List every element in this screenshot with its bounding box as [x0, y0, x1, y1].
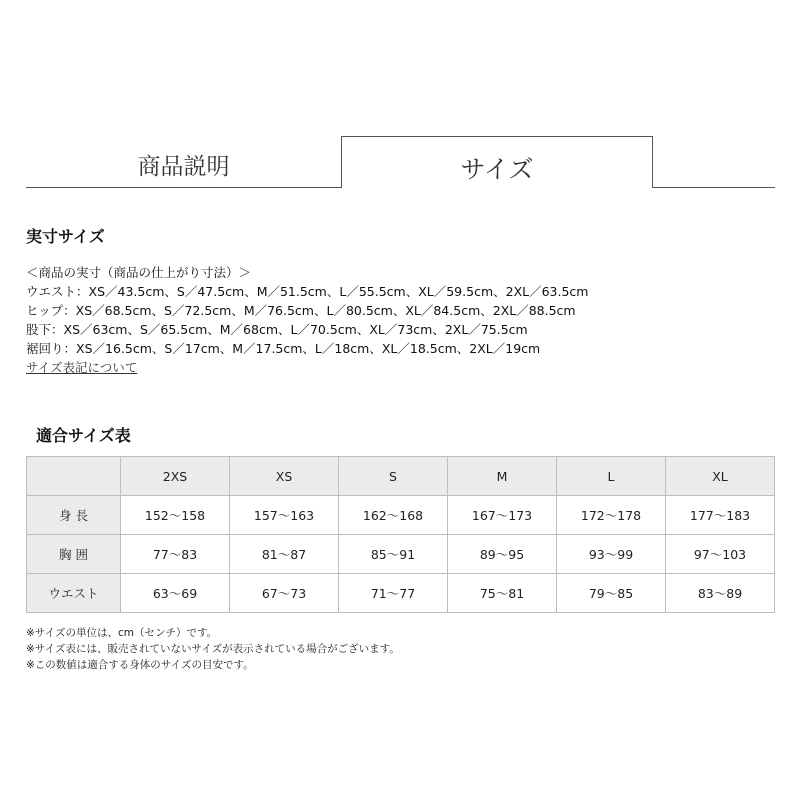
- table-row: [27, 535, 775, 574]
- table-cell: 89～95: [448, 535, 557, 574]
- actual-size-heading: 実寸サイズ: [26, 227, 105, 246]
- tab-product-description[interactable]: 商品説明: [137, 153, 230, 180]
- size-notes: [26, 625, 400, 673]
- column-header: XS: [230, 457, 339, 496]
- column-header: L: [557, 457, 666, 496]
- table-cell: 63～69: [121, 574, 230, 613]
- actual-size-hip: ヒップ：XS／68.5cm、S／72.5cm、M／76.5cm、L／80.5cm、XL／84.5cm、2XL／88.5cm: [26, 303, 576, 318]
- table-cell: 97～103: [666, 535, 775, 574]
- table-row: [27, 574, 775, 613]
- table-header-row: [27, 457, 775, 496]
- table-corner-cell: [27, 457, 121, 496]
- table-cell: 83～89: [666, 574, 775, 613]
- actual-size-inseam: 股下：XS／63cm、S／65.5cm、M／68cm、L／70.5cm、XL／73cm、2XL／75.5cm: [26, 322, 528, 337]
- table-cell: 71～77: [339, 574, 448, 613]
- column-header: XL: [666, 457, 775, 496]
- table-cell: 77～83: [121, 535, 230, 574]
- table-cell: 152～158: [121, 496, 230, 535]
- table-cell: 162～168: [339, 496, 448, 535]
- table-cell: 81～87: [230, 535, 339, 574]
- column-header: M: [448, 457, 557, 496]
- actual-size-intro: ＜商品の実寸（商品の仕上がり寸法）＞: [26, 265, 252, 280]
- row-label-waist: ウエスト: [27, 574, 121, 613]
- table-cell: 172～178: [557, 496, 666, 535]
- actual-size-block: [26, 263, 588, 377]
- table-cell: 93～99: [557, 535, 666, 574]
- table-cell: 75～81: [448, 574, 557, 613]
- row-label-height: 身 長: [27, 496, 121, 535]
- size-notation-link[interactable]: サイズ表記について: [26, 360, 138, 375]
- table-cell: 177～183: [666, 496, 775, 535]
- table-cell: 167～173: [448, 496, 557, 535]
- note-availability: ※サイズ表には、販売されていないサイズが表示されている場合がございます。: [26, 643, 400, 655]
- table-cell: 85～91: [339, 535, 448, 574]
- note-guideline: ※この数値は適合する身体のサイズの目安です。: [26, 659, 254, 671]
- note-unit: ※サイズの単位は、cm（センチ）です。: [26, 627, 218, 639]
- row-label-chest: 胸 囲: [27, 535, 121, 574]
- actual-size-waist: ウエスト：XS／43.5cm、S／47.5cm、M／51.5cm、L／55.5cm、XL／59.5cm、2XL／63.5cm: [26, 284, 589, 299]
- column-header: 2XS: [121, 457, 230, 496]
- column-header: S: [339, 457, 448, 496]
- tab-size[interactable]: サイズ: [341, 136, 653, 188]
- tab-bar: [26, 136, 775, 190]
- tab-divider-right: [653, 187, 775, 188]
- table-cell: 67～73: [230, 574, 339, 613]
- table-cell: 157～163: [230, 496, 339, 535]
- table-cell: 79～85: [557, 574, 666, 613]
- actual-size-hem: 裾回り：XS／16.5cm、S／17cm、M／17.5cm、L／18cm、XL／18.5cm、2XL／19cm: [26, 341, 541, 356]
- fit-size-table: [26, 456, 775, 613]
- fit-size-heading: 適合サイズ表: [36, 426, 131, 445]
- table-row: [27, 496, 775, 535]
